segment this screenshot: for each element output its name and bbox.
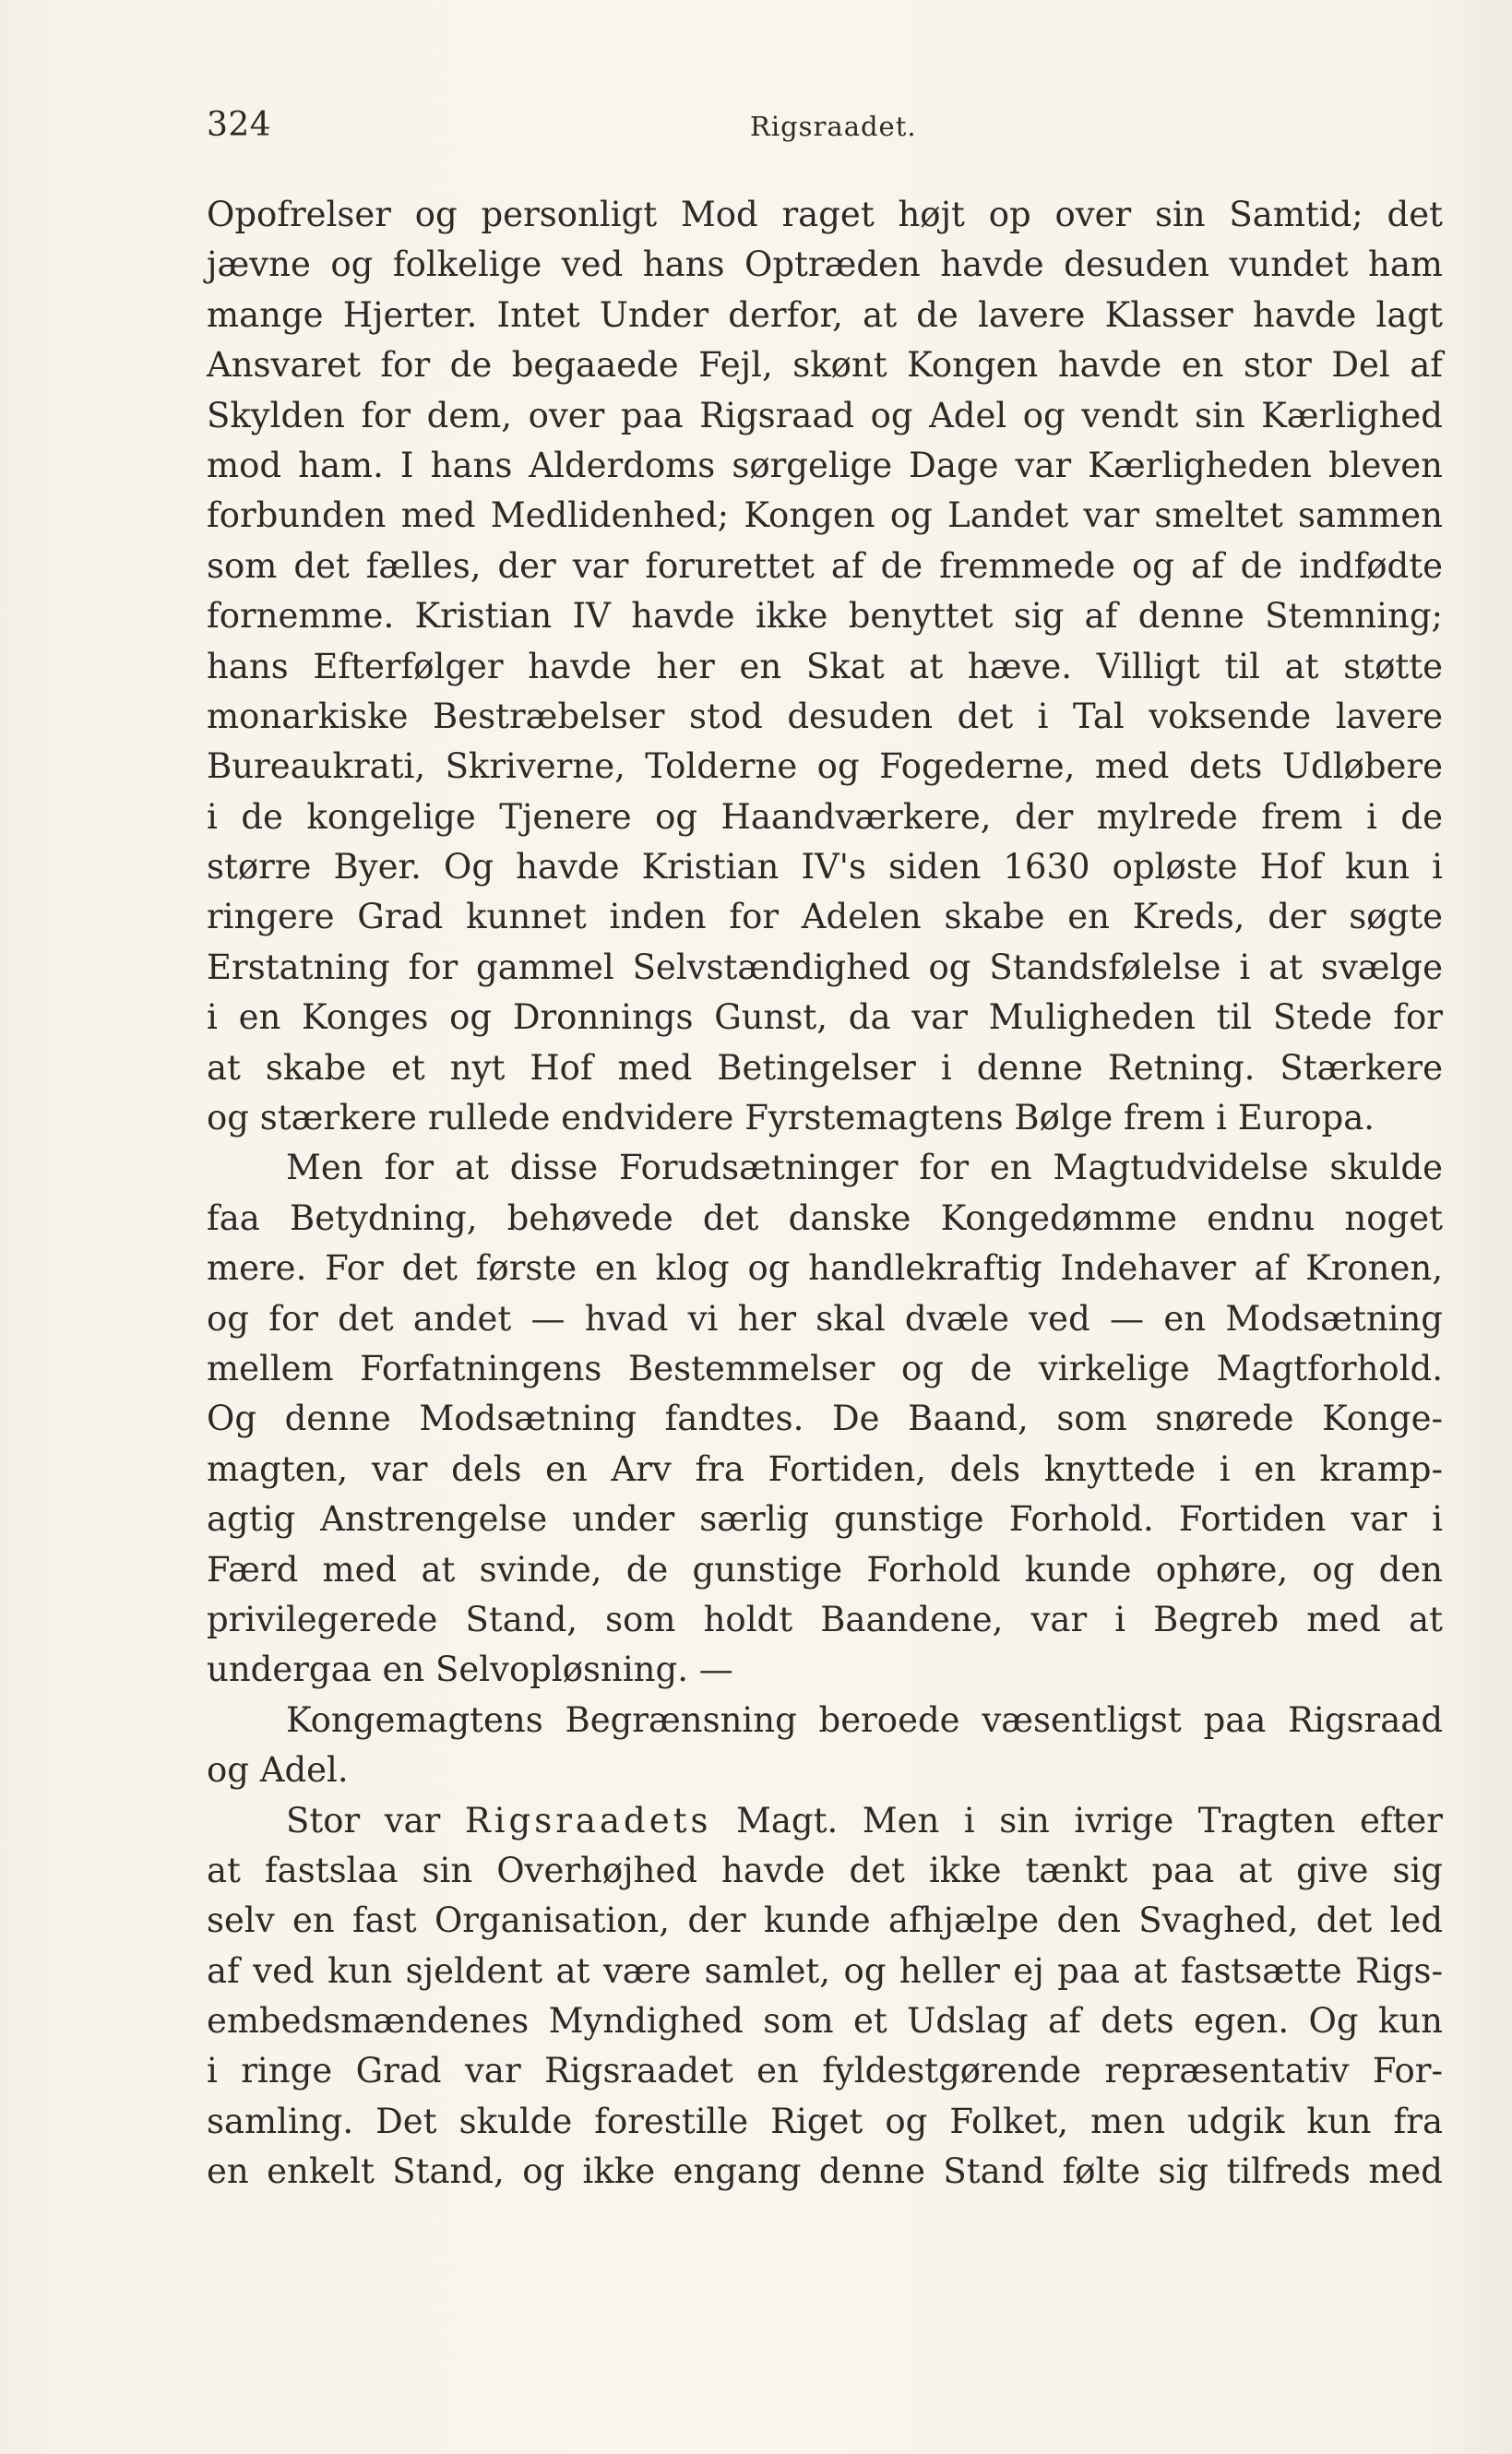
page-number: 324 [207, 106, 272, 144]
text-line: samling. Det skulde forestille Riget og Folket, men udgik kun fra [207, 2101, 1443, 2141]
text-line: at skabe et nyt Hof med Betingelser i denne Retning. Stærkere [207, 1047, 1443, 1088]
text-line: mod ham. I hans Alderdoms sørgelige Dage var Kærligheden bleven [207, 445, 1443, 485]
spaced-emphasis: Rigsraadets [464, 1800, 712, 1840]
text-line: monarkiske Bestræbelser stod desuden det i Tal voksende lavere [207, 696, 1443, 736]
text-line: Færd med at svinde, de gunstige Forhold kunde ophøre, og den [207, 1549, 1443, 1590]
text-line: fornemme. Kristian IV havde ikke benyttet sig af denne Stemning; [207, 596, 1443, 637]
text-line: agtig Anstrengelse under særlig gunstige Forhold. Fortiden var i [207, 1499, 1443, 1540]
text-line: Og denne Modsætning fandtes. De Baand, som snørede Konge- [207, 1399, 1443, 1439]
text-line: forbunden med Medlidenhed; Kongen og Landet var smeltet sammen [207, 495, 1443, 536]
text-line: selv en fast Organisation, der kunde afhjælpe den Svaghed, det led [207, 1900, 1443, 1941]
text-line: i en Konges og Dronnings Gunst, da var Muligheden til Stede for [207, 997, 1443, 1038]
text-line: embedsmændenes Myndighed som et Udslag af dets egen. Og kun [207, 2001, 1443, 2042]
text-run: Magt. Men i sin ivrige Tragten efter [711, 1800, 1443, 1840]
text-line: som det fælles, der var forurettet af de fremmede og af de indfødte [207, 545, 1443, 586]
text-line: mellem Forfatningens Bestemmelser og de virkelige Magtforhold. [207, 1348, 1443, 1388]
text-line: Ansvaret for de begaaede Fejl, skønt Kongen havde en stor Del af [207, 345, 1443, 386]
text-line: at fastslaa sin Overhøjhed havde det ikke tænkt paa at give sig [207, 1850, 1443, 1890]
text-line: og for det andet — hvad vi her skal dvæle ved — en Modsætning [207, 1298, 1443, 1339]
text-line: Opofrelser og personligt Mod raget højt op over sin Samtid; det [207, 195, 1443, 234]
text-line: Men for at disse Forudsætninger for en Magtudvidelse skulde [286, 1148, 1443, 1188]
text-line: undergaa en Selvopløsning. — [207, 1650, 733, 1690]
text-line: jævne og folkelige ved hans Optræden havde desuden vundet ham [207, 244, 1443, 285]
text-line: af ved kun sjeldent at være samlet, og heller ej paa at fastsætte Rigs- [207, 1950, 1443, 1991]
text-line: magten, var dels en Arv fra Fortiden, dels knyttede i en kramp- [207, 1448, 1443, 1489]
text-line: Bureaukrati, Skriverne, Tolderne og Fogederne, med dets Udløbere [207, 746, 1443, 787]
running-head [207, 100, 1443, 151]
text-line: en enkelt Stand, og ikke engang denne Stand følte sig tilfreds med [207, 2151, 1443, 2192]
text-line: større Byer. Og havde Kristian IV's siden 1630 opløste Hof kun i [207, 847, 1443, 887]
text-line: faa Betydning, behøvede det danske Kongedømme endnu noget [207, 1197, 1443, 1238]
text-line: Skylden for dem, over paa Rigsraad og Adel og vendt sin Kærlighed [207, 395, 1443, 435]
body-text [207, 190, 1443, 2198]
text-line: Kongemagtens Begrænsning beroede væsentligst paa Rigsraad [286, 1699, 1443, 1740]
text-line: privilegerede Stand, som holdt Baandene, var i Begreb med at [207, 1599, 1443, 1639]
text-line: Erstatning for gammel Selvstændighed og Standsfølelse i at svælge [207, 947, 1443, 987]
running-title: Rigsraadet. [750, 111, 917, 142]
text-line: i ringe Grad var Rigsraadet en fyldestgørende repræsentativ For- [207, 2051, 1443, 2091]
text-line: i de kongelige Tjenere og Haandværkere, der mylrede frem i de [207, 796, 1443, 837]
text-line: og Adel. [207, 1750, 349, 1791]
text-line: mere. For det første en klog og handlekraftig Indehaver af Kronen, [207, 1248, 1443, 1289]
text-line: hans Efterfølger havde her en Skat at hæve. Villigt til at støtte [207, 646, 1443, 686]
text-run: Stor var [286, 1800, 465, 1840]
text-line: ringere Grad kunnet inden for Adelen skabe en Kreds, der søgte [207, 897, 1443, 937]
text-line: og stærkere rullede endvidere Fyrstemagtens Bølge frem i Europa. [207, 1098, 1375, 1138]
text-line [207, 1796, 1443, 1846]
text-line: mange Hjerter. Intet Under derfor, at de lavere Klasser havde lagt [207, 294, 1443, 335]
